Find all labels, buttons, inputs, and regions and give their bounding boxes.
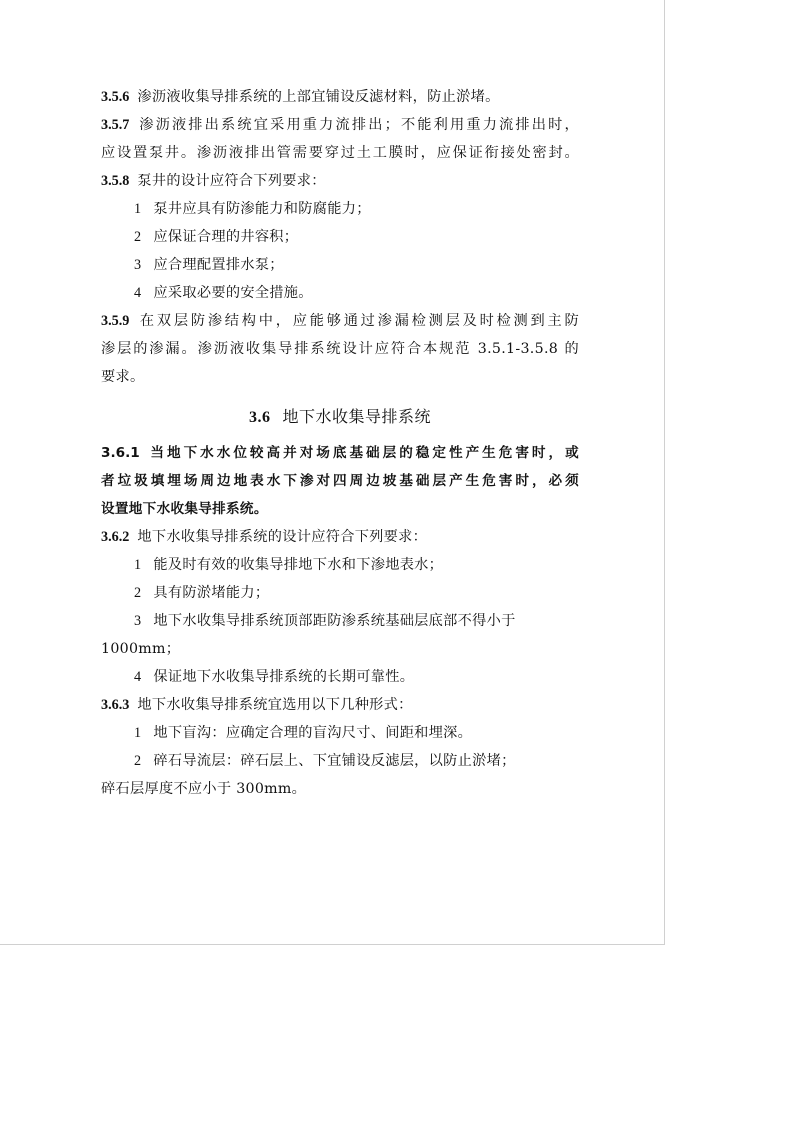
- clause-3-5-8: [101, 167, 579, 195]
- clause-3-6-3: [101, 691, 579, 719]
- list-item: [101, 223, 579, 251]
- item-number: 2: [134, 753, 142, 769]
- clause-text: 者垃圾填埋场周边地表水下渗对四周边坡基础层产生危害时，必须: [101, 473, 579, 489]
- item-number: 1: [134, 201, 142, 217]
- item-text: 具有防淤堵能力；: [153, 585, 270, 601]
- list-item: [101, 551, 579, 579]
- list-item: [101, 607, 579, 635]
- clause-number: 3.5.9: [101, 313, 130, 329]
- clause-text: 地下水收集导排系统的设计应符合下列要求：: [137, 529, 428, 545]
- clause-text: 在双层防渗结构中，应能够通过渗漏检测层及时检测到主防: [137, 313, 579, 329]
- item-number: 4: [134, 669, 142, 685]
- list-item: [101, 279, 579, 307]
- list-item: [101, 579, 579, 607]
- list-item: [101, 719, 579, 747]
- clause-3-5-9-continued: [101, 363, 579, 391]
- item-text: 应保证合理的井容积；: [153, 229, 299, 245]
- clause-text: 要求。: [101, 369, 145, 385]
- section-number: 3.6: [248, 409, 271, 426]
- clause-number: 3.6.3: [101, 697, 130, 713]
- document-body: [101, 83, 579, 803]
- clause-text: 应设置泵井。渗沥液排出管需要穿过土工膜时，应保证衔接处密封。: [101, 145, 579, 161]
- item-number: 4: [134, 285, 142, 301]
- clause-text: 泵井的设计应符合下列要求：: [137, 173, 326, 189]
- item-text: 地下水收集导排系统顶部距防渗系统基础层底部不得小于: [153, 613, 516, 629]
- item-number: 1: [134, 725, 142, 741]
- list-item: [101, 195, 579, 223]
- list-item-continued: [101, 775, 579, 803]
- clause-number: 3.6.2: [101, 529, 130, 545]
- item-number: 3: [134, 257, 142, 273]
- clause-number: 3.5.6: [101, 89, 130, 105]
- item-text: 地下盲沟：应确定合理的盲沟尺寸、间距和埋深。: [153, 725, 473, 741]
- section-title: 地下水收集导排系统: [282, 407, 431, 426]
- clause-3-5-9-continued: [101, 335, 579, 363]
- clause-3-6-1-continued: [101, 495, 579, 523]
- clause-text: 渗沥液排出系统宜采用重力流排出；不能利用重力流排出时，: [137, 117, 579, 133]
- item-text: 碎石导流层：碎石层上、下宜铺设反滤层，以防止淤堵；: [153, 753, 516, 769]
- clause-text: 渗层的渗漏。渗沥液收集导排系统设计应符合本规范 3.5.1-3.5.8 的: [101, 341, 579, 357]
- list-item: [101, 251, 579, 279]
- clause-number: 3.5.8: [101, 173, 130, 189]
- item-number: 2: [134, 229, 142, 245]
- item-number: 1: [134, 557, 142, 573]
- item-text: 泵井应具有防渗能力和防腐能力；: [153, 201, 371, 217]
- clause-text: 渗沥液收集导排系统的上部宜铺设反滤材料，防止淤堵。: [137, 89, 500, 105]
- item-text: 应合理配置排水泵；: [153, 257, 284, 273]
- clause-3-5-9: [101, 307, 579, 335]
- clause-3-5-7-continued: [101, 139, 579, 167]
- item-number: 2: [134, 585, 142, 601]
- list-item: [101, 663, 579, 691]
- clause-text: 当地下水水位较高并对场底基础层的稳定性产生危害时，或: [147, 445, 579, 461]
- clause-text: 设置地下水收集导排系统。: [101, 501, 268, 517]
- item-text: 应采取必要的安全措施。: [153, 285, 313, 301]
- item-text: 碎石层厚度不应小于 300mm。: [101, 781, 307, 797]
- clause-number: 3.5.7: [101, 117, 130, 133]
- section-heading: [101, 403, 579, 431]
- list-item-continued: [101, 635, 579, 663]
- clause-number: 3.6.1: [101, 445, 140, 461]
- item-text: 能及时有效的收集导排地下水和下渗地表水；: [153, 557, 444, 573]
- clause-3-5-7: [101, 111, 579, 139]
- clause-3-6-2: [101, 523, 579, 551]
- list-item: [101, 747, 579, 775]
- clause-3-6-1: [101, 439, 579, 467]
- clause-3-6-1-continued: [101, 467, 579, 495]
- item-text: 保证地下水收集导排系统的长期可靠性。: [153, 669, 415, 685]
- clause-3-5-6: [101, 83, 579, 111]
- clause-text: 地下水收集导排系统宜选用以下几种形式：: [137, 697, 413, 713]
- item-number: 3: [134, 613, 142, 629]
- item-text: 1000mm；: [101, 641, 181, 657]
